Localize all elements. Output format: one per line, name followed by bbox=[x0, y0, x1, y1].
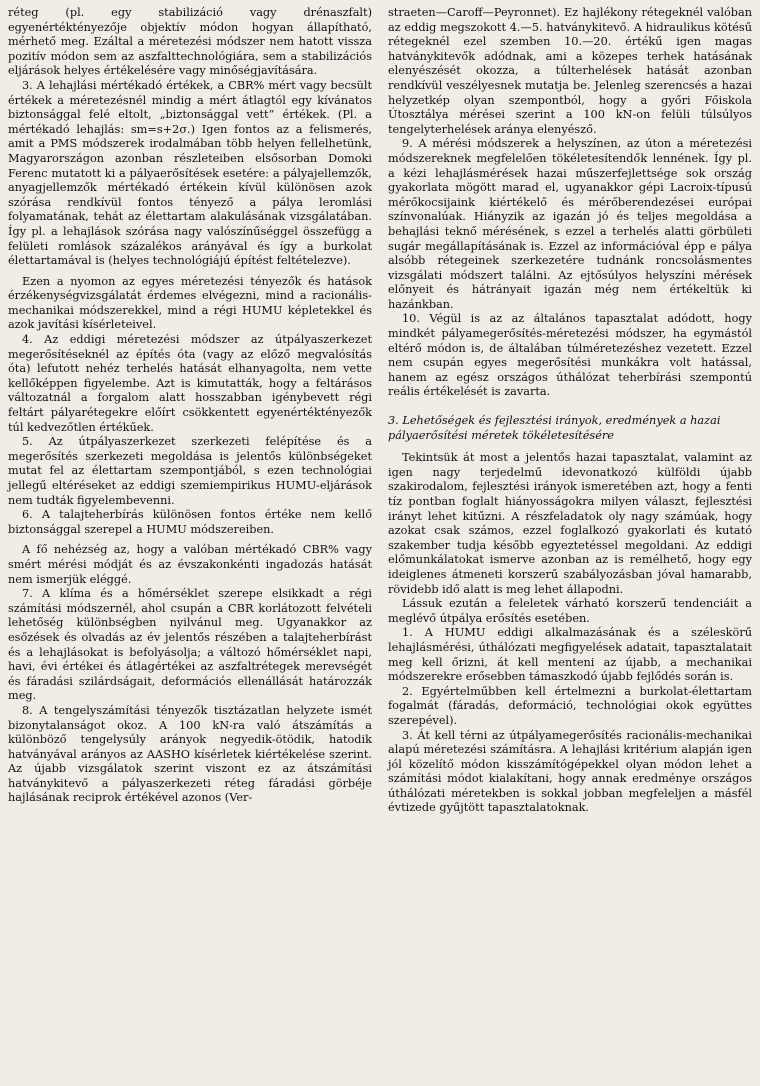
paragraph-para-tekintsuk: Tekintsük át most a jelentős hazai tapasztalat, valamint az igen nagy terjedelmű idevonatkozó külföldi újabb szakirodalom, fejlesztési irányok ismeretében azt, hogy a fenti tíz pontban foglalt hiányosságokra milyen választ, fejlesztési irányt lehet kitűzni. A részfeladatok oly nagy számúak, hogy azokat csak számos, ezzel foglalkozó gyakorlati és kutató szakember tudja később egyeztetéssel megoldani. Az eddigi előmunkálatokat ismerve azonban az is remélhető, hogy egy ideiglenes átmeneti korszerű szabályozásban jóval hamarabb, rövidebb idő alatt is meg lehet állapodni. bbox=[388, 451, 752, 596]
paragraph-para-fo: A fő nehézség az, hogy a valóban mértékadó CBR% vagy smért mérési módját és az évszakonkénti ingadozás hatását nem ismerjük eléggé. bbox=[8, 543, 372, 586]
paragraph-para-lassuk: Lássuk ezután a feleletek várható korszerű tendenciáit a meglévő útpálya erősítés esetében. bbox=[388, 597, 752, 625]
paragraph-item-6: 6. A talajteherbírás különösen fontos értéke nem kellő biztonsággal szerepel a HUMU módszereiben. bbox=[8, 508, 372, 536]
paragraph-r-item-3: 3. Át kell térni az útpályamegerősítés racionális-mechanikai alapú méretezési számításra. A lehajlási kritérium alapján igen jól közelítő módon kisszámítógépekkel olyan módon lehet a számítási módot kialakítani, hogy annak eredménye országos úthálózati méretekben is sokkal jobban megfeleljen a másfél évtizede gyűjtött tapasztalatoknak. bbox=[388, 728, 752, 815]
section-heading: 3. Lehetőségek és fejlesztési irányok, eredmények a hazai pályaerősítési méretek tökéletesítésére bbox=[388, 414, 721, 442]
paragraph-para-ezen: Ezen a nyomon az egyes méretezési tényezők és hatások érzékenységvizsgálatát érdemes elvégezni, mind a racionális-mechanikai módszerekkel, mind a régi HUMU képletekkel és azok javítási kísérleteivel. bbox=[8, 274, 372, 332]
paragraph-cont-intro: réteg (pl. egy stabilizáció vagy drénaszfalt) egyenértéktényezője objektív módon hogyan állapítható, mérhető meg. Ezáltal a méretezési módszer nem hatott vissza pozitív módon sem az aszfalttechnológiára, sem a stabilizációs eljárások helyes értékelésére vagy minőségjavítására. bbox=[8, 6, 372, 78]
paragraph-item-8: 8. A tengelyszámítási tényezők tisztázatlan helyzete ismét bizonytalanságot okoz. A 100 kN-ra való átszámítás a különböző tengelysúly arányok negyedik-ötödik, hatodik hatványával arányos az AASHO kísérletek kiértékelése szerint. Az újabb vizsgálatok szerint viszont ez az átszámítási hatványkitevő a pályaszerkezeti réteg fáradási görbéje hajlásának reciprok értékével azonos (Ver- bbox=[8, 703, 372, 805]
paragraph-item-5: 5. Az útpályaszerkezet szerkezeti felépítése és a megerősítés szerkezeti megoldása is jelentős különbségeket mutat fel az élettartam szempontjából, s ezen technológiai jellegű eltéréseket az eddigi szemiempirikus HUMU-eljárások nem tudták figyelembevenni. bbox=[8, 435, 372, 507]
paragraph-r-item-2: 2. Egyértelműbben kell értelmezni a burkolat-élettartam fogalmát (fáradás, deformáció, technológiai okok együttes szerepével). bbox=[388, 684, 752, 727]
paragraph-item-7: 7. A klíma és a hőmérséklet szerepe elsikkadt a régi számítási módszernél, ahol csupán a CBR korlátozott felvételi lehetőség különbségben nyilvánul meg. Ugyanakkor az esőzések és olvadás az év jelentős részében a talajteherbírást és a lehajlásokat is befolyásolja; a változó hőmérséklet napi, havi, évi értékei és átlagértékei az aszfaltrétegek merevségét és fáradási szilárdságait, deformációs ellenállását határozzák meg. bbox=[8, 587, 372, 703]
paragraph-item-3: 3. A lehajlási mértékadó értékek, a CBR% mért vagy becsült értékek a méretezésnél mindig a mért átlagtól egy kívánatos biztonsággal felé eltolt, „biztonsággal vett” értékek. (Pl. a mértékadó lehajlás: sm=s+2σ.) Igen fontos az a felismerés, amit a PMS módszerek irodalmában több helyen fellelhetünk, Magyarországon azonban részleteiben elsősorban Domoki Ferenc mutatott ki a pályaerősítések esetére: a pályajellemzők, anyagjellemzők mértékadó értékein kívül különösen azok szórása rendkívül fontos tényező a pálya leromlási folyamatának, tehát az élettartam alakulásának vizsgálatában. Így pl. a lehajlások szórása nagy valószínűséggel összefügg a felületi romlások százalékos arányával és így a burkolat élettartamával is (helyes technológiájú építést feltételezve). bbox=[8, 78, 372, 268]
left-column bbox=[8, 6, 372, 1086]
paragraph-item-9: 9. A mérési módszerek a helyszínen, az úton a méretezési módszereknek megfelelően tökéletesítendők lennének. Így pl. a kézi lehajlásmérések hazai műszerfejlettsége sok ország gyakorlata mögött marad el, ugyanakkor gépi Lacroix-típusú mérőkocsijaink kiértékelő és mérőberendezései európai színvonalúak. Hiányzik az igazán jó és teljes megoldása a behajlási teknő mérésének, s ezzel a terhelés alatti görbületi sugár megállapításának is. Ezzel az információval épp e pálya alsóbb rétegeinek szerkezetére tudnánk roncsolásmentes vizsgálati módszert találni. Az ejtősúlyos helyszíni mérések előnyeit és hátrányait igazán még nem értékeltük ki hazánkban. bbox=[388, 137, 752, 311]
right-column bbox=[388, 6, 752, 1086]
paragraph-r-item-1: 1. A HUMU eddigi alkalmazásának és a széleskörű lehajlásmérési, úthálózati megfigyelések adatait, tapasztalatait meg kell őrizni, át kell menteni az újabb, a mechanikai módszerekre erősebben támaszkodó újabb fejlődés során is. bbox=[388, 626, 752, 684]
paragraph-cont-8: straeten—Caroff—Peyronnet). Ez hajlékony rétegeknél valóban az eddig megszokott 4.—5. hatványkitevő. A hidraulikus kötésű rétegeknél ezel szemben 10.—20. értékű igen magas hatványkitevők adódnak, ami a közepes terhek hatásának elenyészését okozza, a túlterhelések hatását azonban rendkívül veszélyesnek mutatja be. Jelenleg szerencsés a hazai helyzetkép olyan szempontból, hogy a győri Főiskola Útosztálya mérései szerint a 100 kN-on felüli túlsúlyos tengelyterhelések aránya elenyésző. bbox=[388, 6, 752, 136]
paragraph-item-10: 10. Végül is az az általános tapasztalat adódott, hogy mindkét pályamegerősítés-méretezési módszer, ha egymástól eltérő módon is, de általában túlméretezéshez vezetett. Ezzel nem csupán egyes megerősítési munkákra volt hatással, hanem az egész országos úthálózat teherbírási szempontú reális értékelését is zavarta. bbox=[388, 312, 752, 399]
paragraph-item-4: 4. Az eddigi méretezési módszer az útpályaszerkezet megerősítéseknél az építés óta (vagy az előző megvalósítás óta) lefutott nehéz terhelés hatását elhanyagolta, nem vette kellőképpen figyelembe. Azt is kimutatták, hogy a feltárásos változatnál a forgalom alatt hosszabban igénybevett régi feltárt pályarétegekre előírt csökkentett egyenértéktényezők túl kedvezőtlen értékűek. bbox=[8, 333, 372, 434]
